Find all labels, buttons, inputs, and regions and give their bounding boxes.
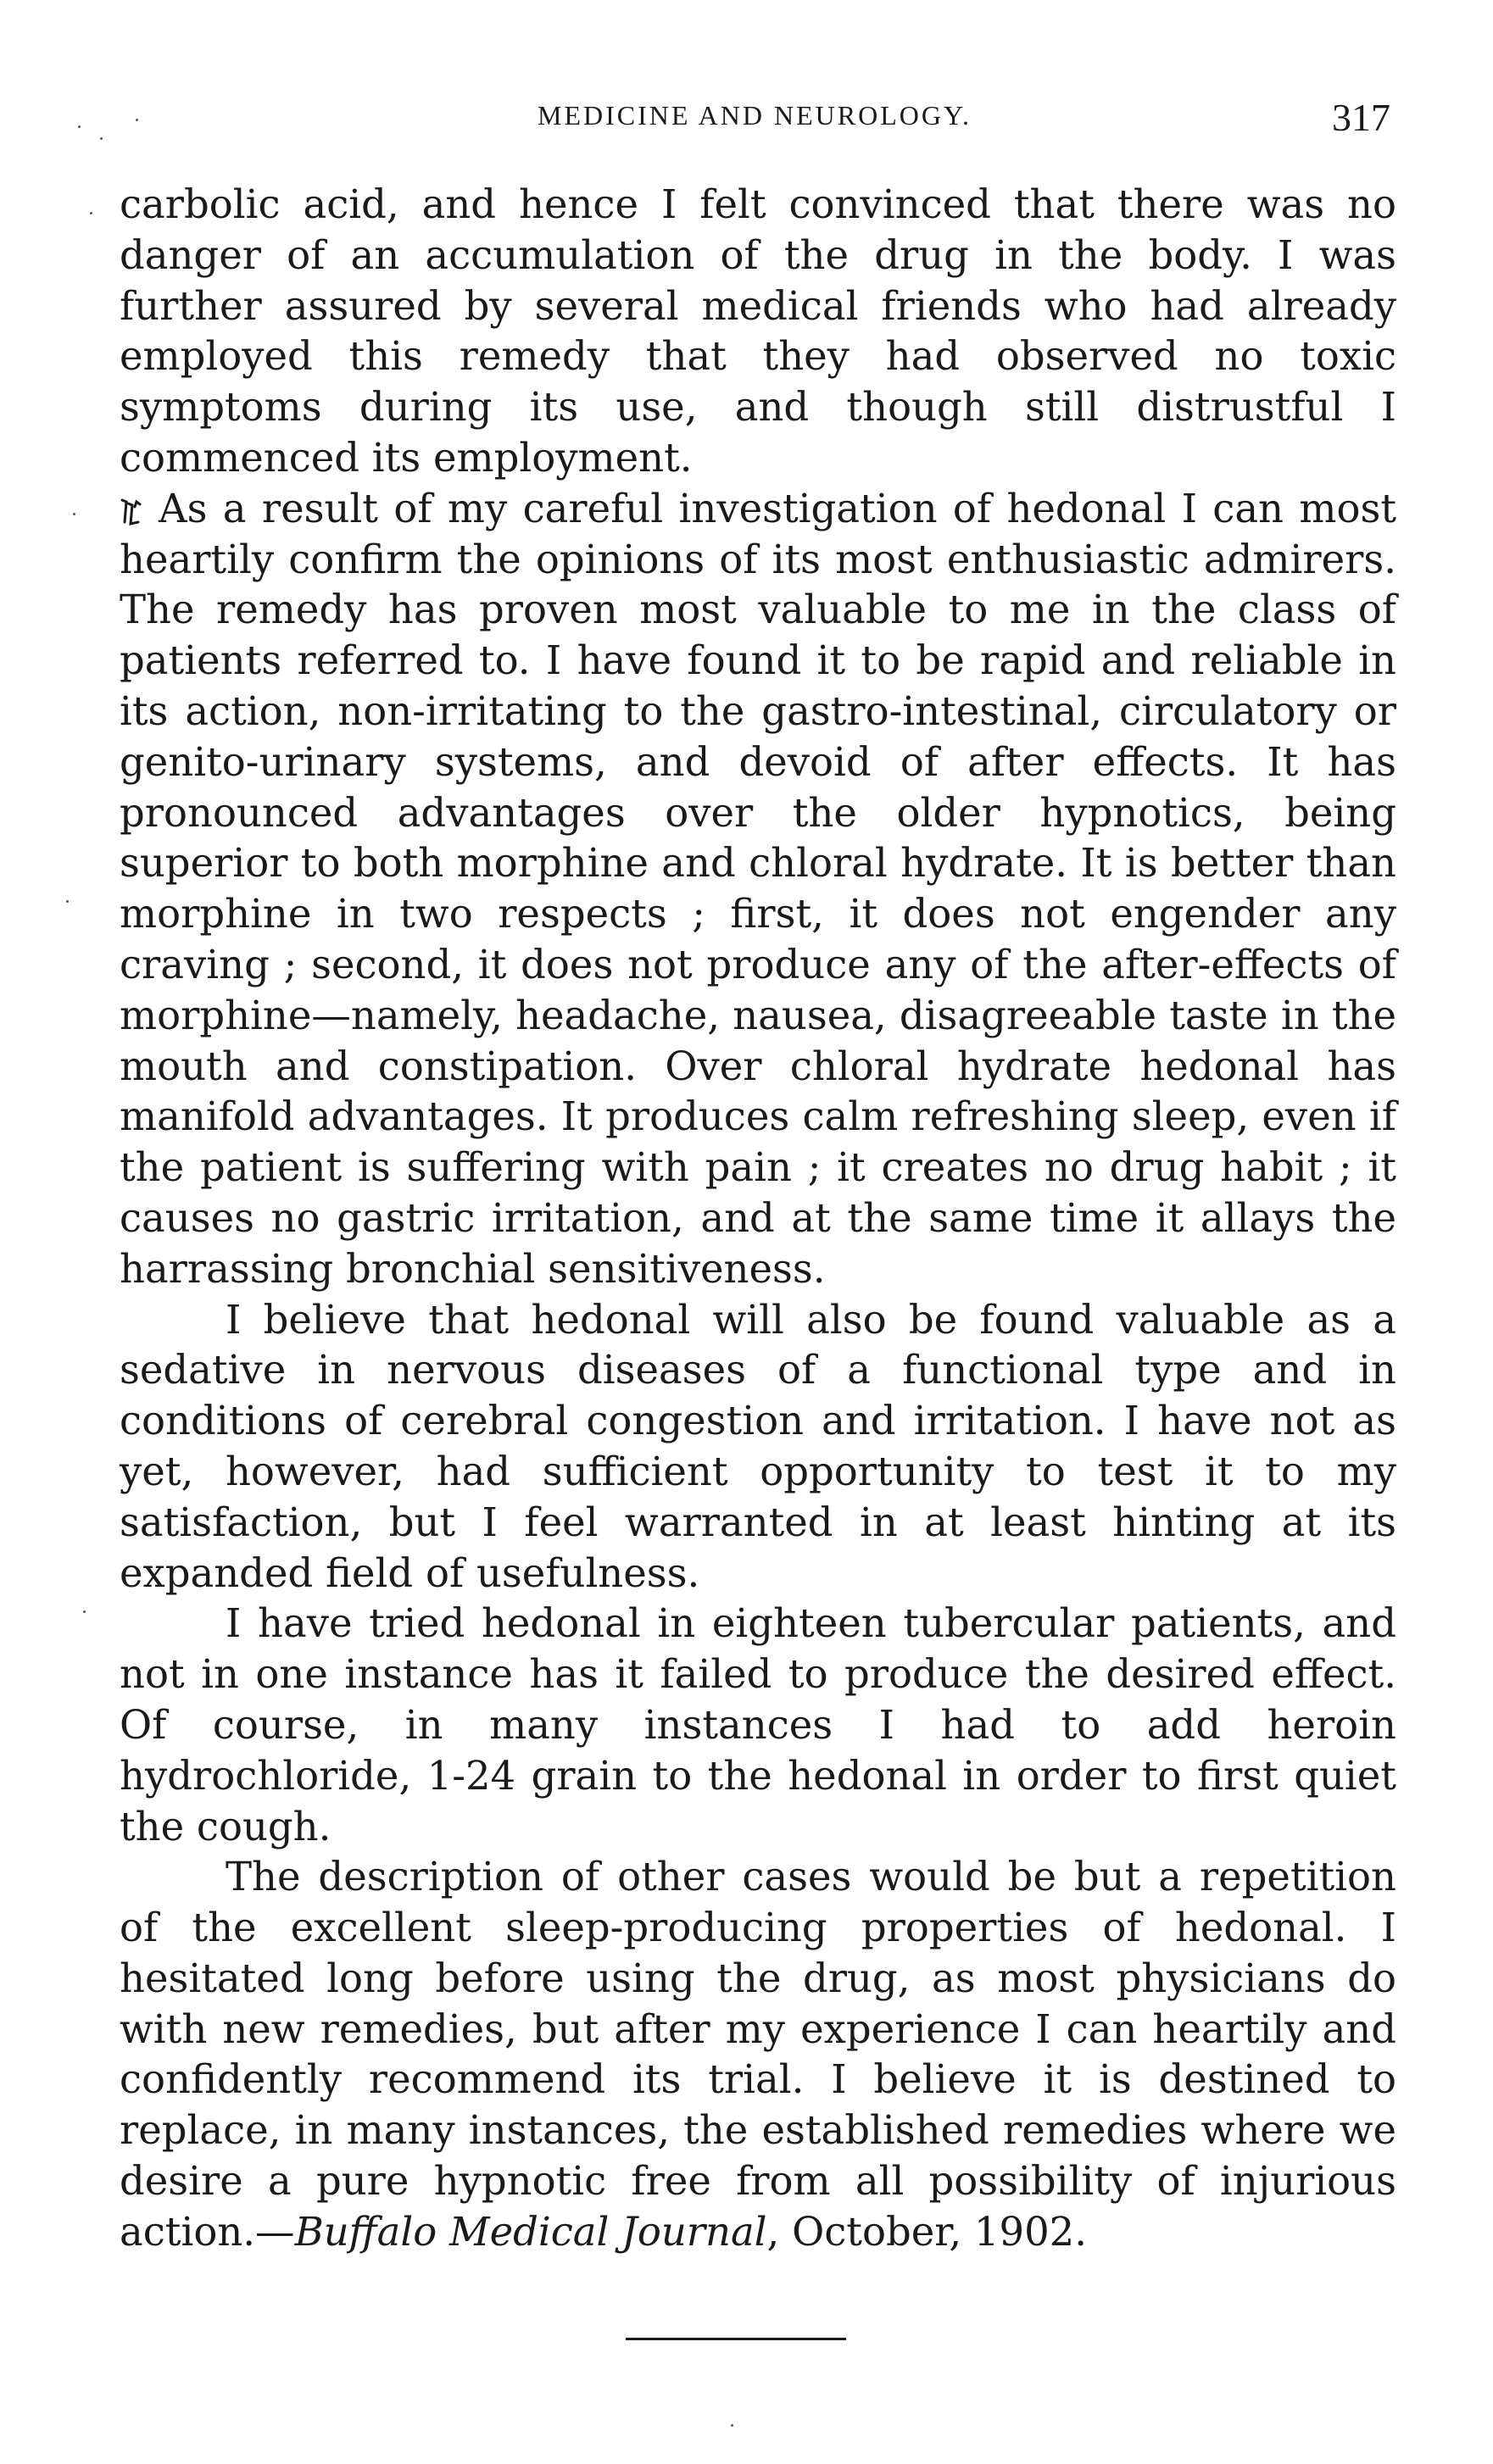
running-title: MEDICINE AND NEUROLOGY. bbox=[538, 100, 972, 131]
end-rule bbox=[626, 2338, 846, 2340]
paragraph-3 bbox=[120, 1295, 1396, 1599]
paragraph-2-text: As a result of my careful investigation of hedonal I can most heartily confirm the opinions of its most enthusiastic admirers. The remedy has proven most valuable to me in the class of patients referred to. I have found it to be rapid and reliable in its action, non-irritating to the gastro-intestinal, circulatory or genito-urinary systems, and devoid of after effects. It has pronounced advantages over the older hypnotics, being superior to both morphine and chloral hydrate. It is better than morphine in two respects ; first, it does not engender any craving ; second, it does not produce any of the after-effects of morphine—namely, headache, nausea, disagreeable taste in the mouth and constipation. Over chloral hydrate hedonal has manifold advantages. It produces calm refreshing sleep, even if the patient is suffering with pain ; it creates no drug habit ; it causes no gastric irritation, and at the same time it allays the harrassing bronchial sensitiveness. bbox=[120, 485, 1396, 1292]
citation-journal-title: Buffalo Medical Journal bbox=[294, 2208, 767, 2255]
scan-speck bbox=[731, 2424, 733, 2427]
scan-speck bbox=[83, 1610, 86, 1613]
paragraph-2 bbox=[120, 484, 1396, 1295]
printers-ornament-icon bbox=[120, 497, 142, 526]
body-text bbox=[120, 180, 1396, 2258]
paragraph-5-text: The description of other cases would be but a repetition of the excellent sleep-producing properties of hedonal. I hesitated long before using the drug, as most physicians do with new remedies, but after my experience I can heartily and confidently recommend its trial. I believe it is destined to replace, in many instances, the established remedies where we desire a pure hypnotic free from all possibility of injurious action.— bbox=[120, 1854, 1396, 2255]
citation-date: , October, 1902. bbox=[766, 2208, 1088, 2255]
paragraph-4 bbox=[120, 1599, 1396, 1852]
scan-speck bbox=[136, 119, 138, 121]
paragraph-3-text: I believe that hedonal will also be found valuable as a sedative in nervous diseases of a functional type and in conditions of cerebral congestion and irritation. I have not as yet, however, had sufficient opportunity to test it to my satisfaction, but I feel warranted in at least hinting at its expanded field of usefulness. bbox=[120, 1296, 1396, 1596]
scan-speck bbox=[73, 513, 75, 515]
running-head bbox=[119, 95, 1390, 146]
scan-speck bbox=[100, 137, 103, 140]
paragraph-4-text: I have tried hedonal in eighteen tubercular patients, and not in one instance has it failed to produce the desired effect. Of course, in many instances I had to add heroin hydrochloride, 1-24 grain to the hedonal in order to first quiet the cough. bbox=[120, 1600, 1396, 1849]
scan-speck bbox=[90, 212, 92, 214]
scan-speck bbox=[66, 900, 69, 903]
paragraph-5 bbox=[120, 1852, 1396, 2257]
page-number: 317 bbox=[1332, 96, 1390, 139]
scan-speck bbox=[78, 125, 81, 128]
paragraph-1-text: carbolic acid, and hence I felt convinced that there was no danger of an accumulation of the drug in the body. I was further assured by several medical friends who had already employed this remedy that they had observed no toxic symptoms during its use, and though still distrustful I commenced its employment. bbox=[120, 181, 1396, 481]
paragraph-1 bbox=[120, 180, 1396, 484]
